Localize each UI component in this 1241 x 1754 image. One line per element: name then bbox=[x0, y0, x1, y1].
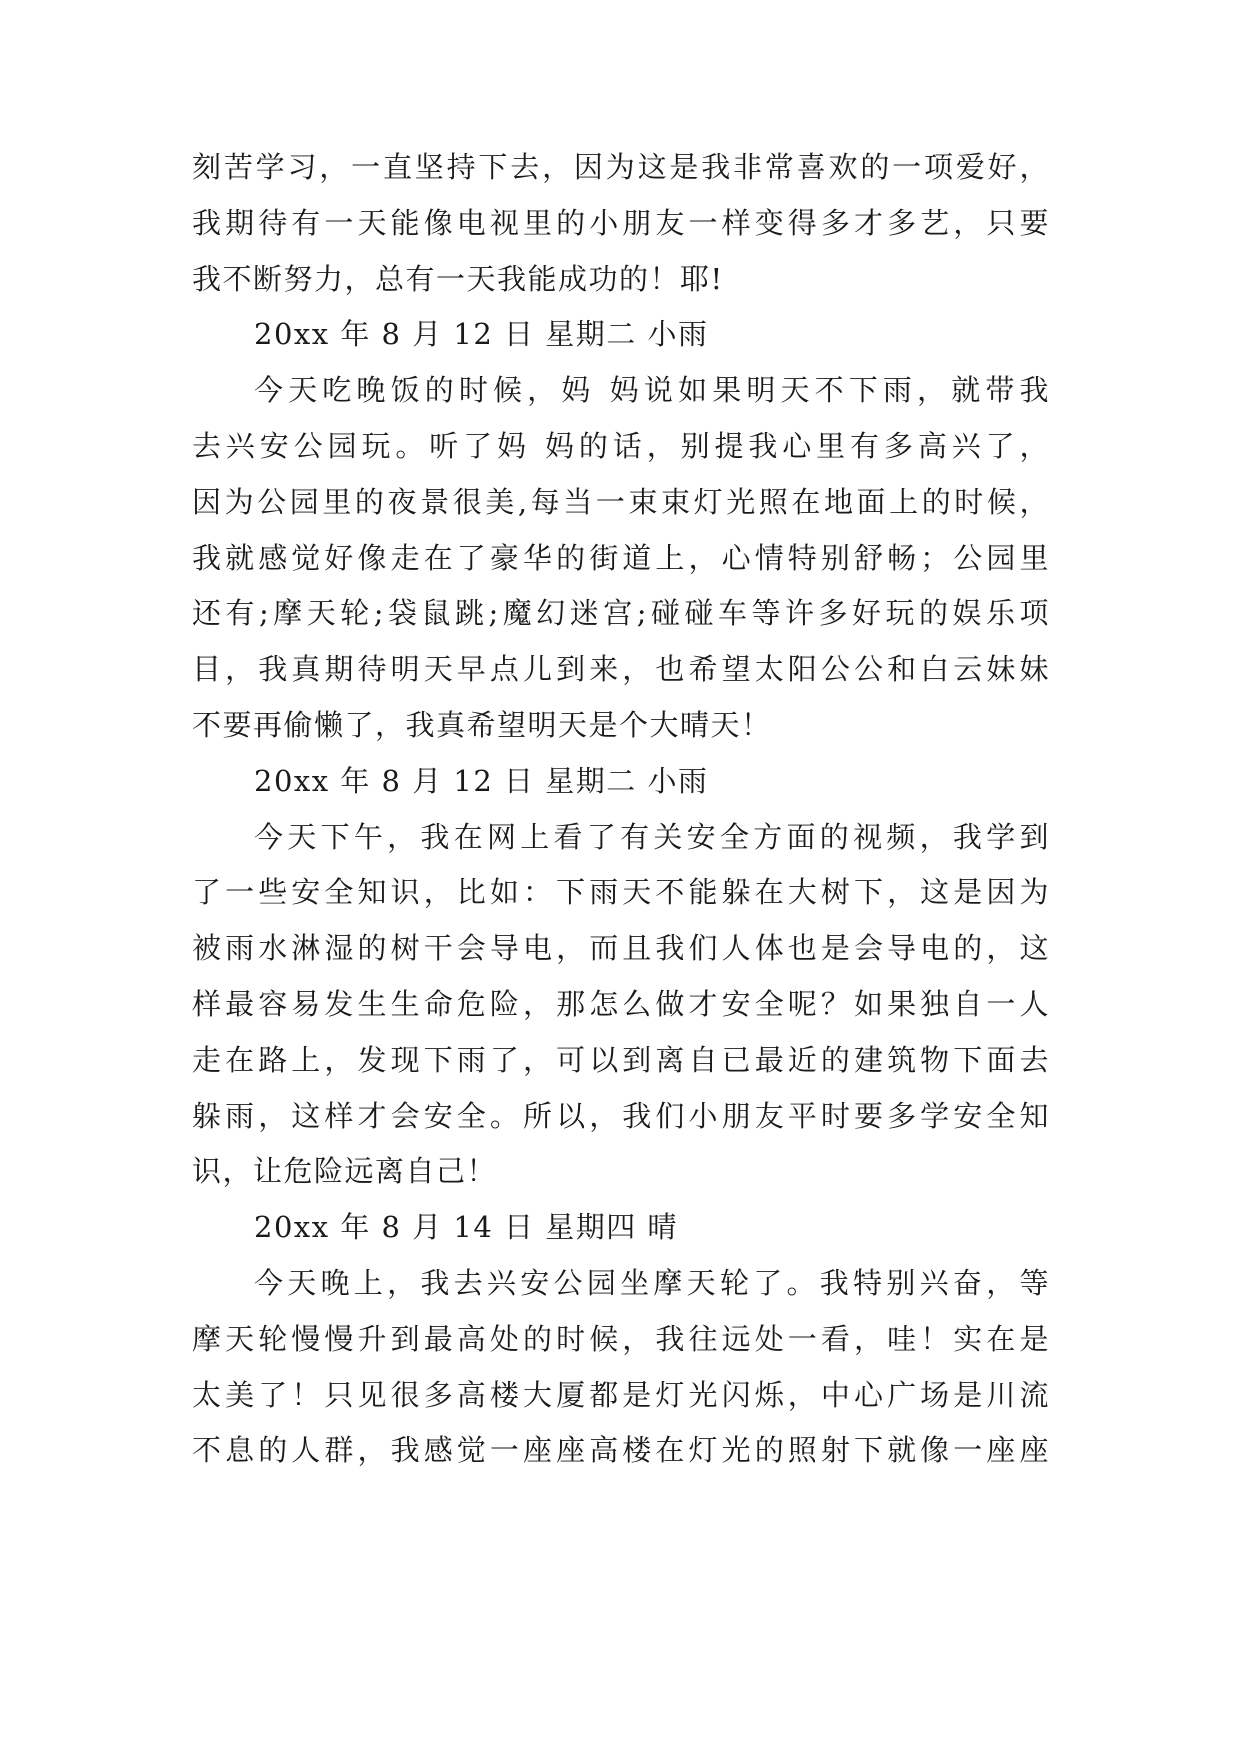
text-line: 目，我真期待明天早点儿到来，也希望太阳公公和白云妹妹 bbox=[192, 652, 1050, 687]
diary-date-heading: 20xx 年 8 月 14 日 星期四 晴 bbox=[254, 1210, 678, 1245]
diary-entry-paragraph bbox=[192, 363, 1050, 754]
text-line: 不息的人群，我感觉一座座高楼在灯光的照射下就像一座座 bbox=[192, 1433, 1050, 1468]
document-body bbox=[192, 140, 1050, 1479]
text-line: 今天吃晚饭的时候，妈 妈说如果明天不下雨，就带我 bbox=[254, 373, 1050, 408]
diary-date-heading: 20xx 年 8 月 12 日 星期二 小雨 bbox=[254, 317, 709, 352]
text-line: 还有;摩天轮;袋鼠跳;魔幻迷宫;碰碰车等许多好玩的娱乐项 bbox=[192, 596, 1050, 631]
text-line: 不要再偷懒了，我真希望明天是个大晴天！ bbox=[192, 707, 772, 742]
text-line: 识，让危险远离自己！ bbox=[192, 1154, 498, 1189]
text-line: 摩天轮慢慢升到最高处的时候，我往远处一看，哇！实在是 bbox=[192, 1321, 1050, 1356]
diary-entry-paragraph bbox=[192, 810, 1050, 1201]
paragraph-continuation bbox=[192, 140, 1050, 307]
text-line: 我期待有一天能像电视里的小朋友一样变得多才多艺，只要 bbox=[192, 205, 1050, 240]
text-line: 我就感觉好像走在了豪华的街道上，心情特别舒畅；公园里 bbox=[192, 540, 1050, 575]
text-line: 被雨水淋湿的树干会导电，而且我们人体也是会导电的，这 bbox=[192, 931, 1050, 966]
text-line: 今天下午，我在网上看了有关安全方面的视频，我学到 bbox=[254, 819, 1050, 854]
text-line: 样最容易发生生命危险，那怎么做才安全呢？如果独自一人 bbox=[192, 986, 1050, 1021]
diary-entry-paragraph bbox=[192, 1256, 1050, 1479]
text-line: 我不断努力，总有一天我能成功的！耶! bbox=[192, 261, 724, 296]
text-line: 因为公园里的夜景很美,每当一束束灯光照在地面上的时候， bbox=[192, 484, 1050, 519]
text-line: 今天晚上，我去兴安公园坐摩天轮了。我特别兴奋，等 bbox=[254, 1265, 1050, 1300]
text-line: 刻苦学习，一直坚持下去，因为这是我非常喜欢的一项爱好， bbox=[192, 150, 1050, 184]
diary-date-heading: 20xx 年 8 月 12 日 星期二 小雨 bbox=[254, 763, 709, 798]
text-line: 去兴安公园玩。听了妈 妈的话，别提我心里有多高兴了， bbox=[192, 428, 1050, 463]
text-line: 走在路上，发现下雨了，可以到离自已最近的建筑物下面去 bbox=[192, 1042, 1050, 1077]
text-line: 太美了！只见很多高楼大厦都是灯光闪烁，中心广场是川流 bbox=[192, 1377, 1050, 1412]
text-line: 躲雨，这样才会安全。所以，我们小朋友平时要多学安全知 bbox=[192, 1098, 1050, 1133]
text-line: 了一些安全知识，比如：下雨天不能躲在大树下，这是因为 bbox=[192, 875, 1050, 910]
